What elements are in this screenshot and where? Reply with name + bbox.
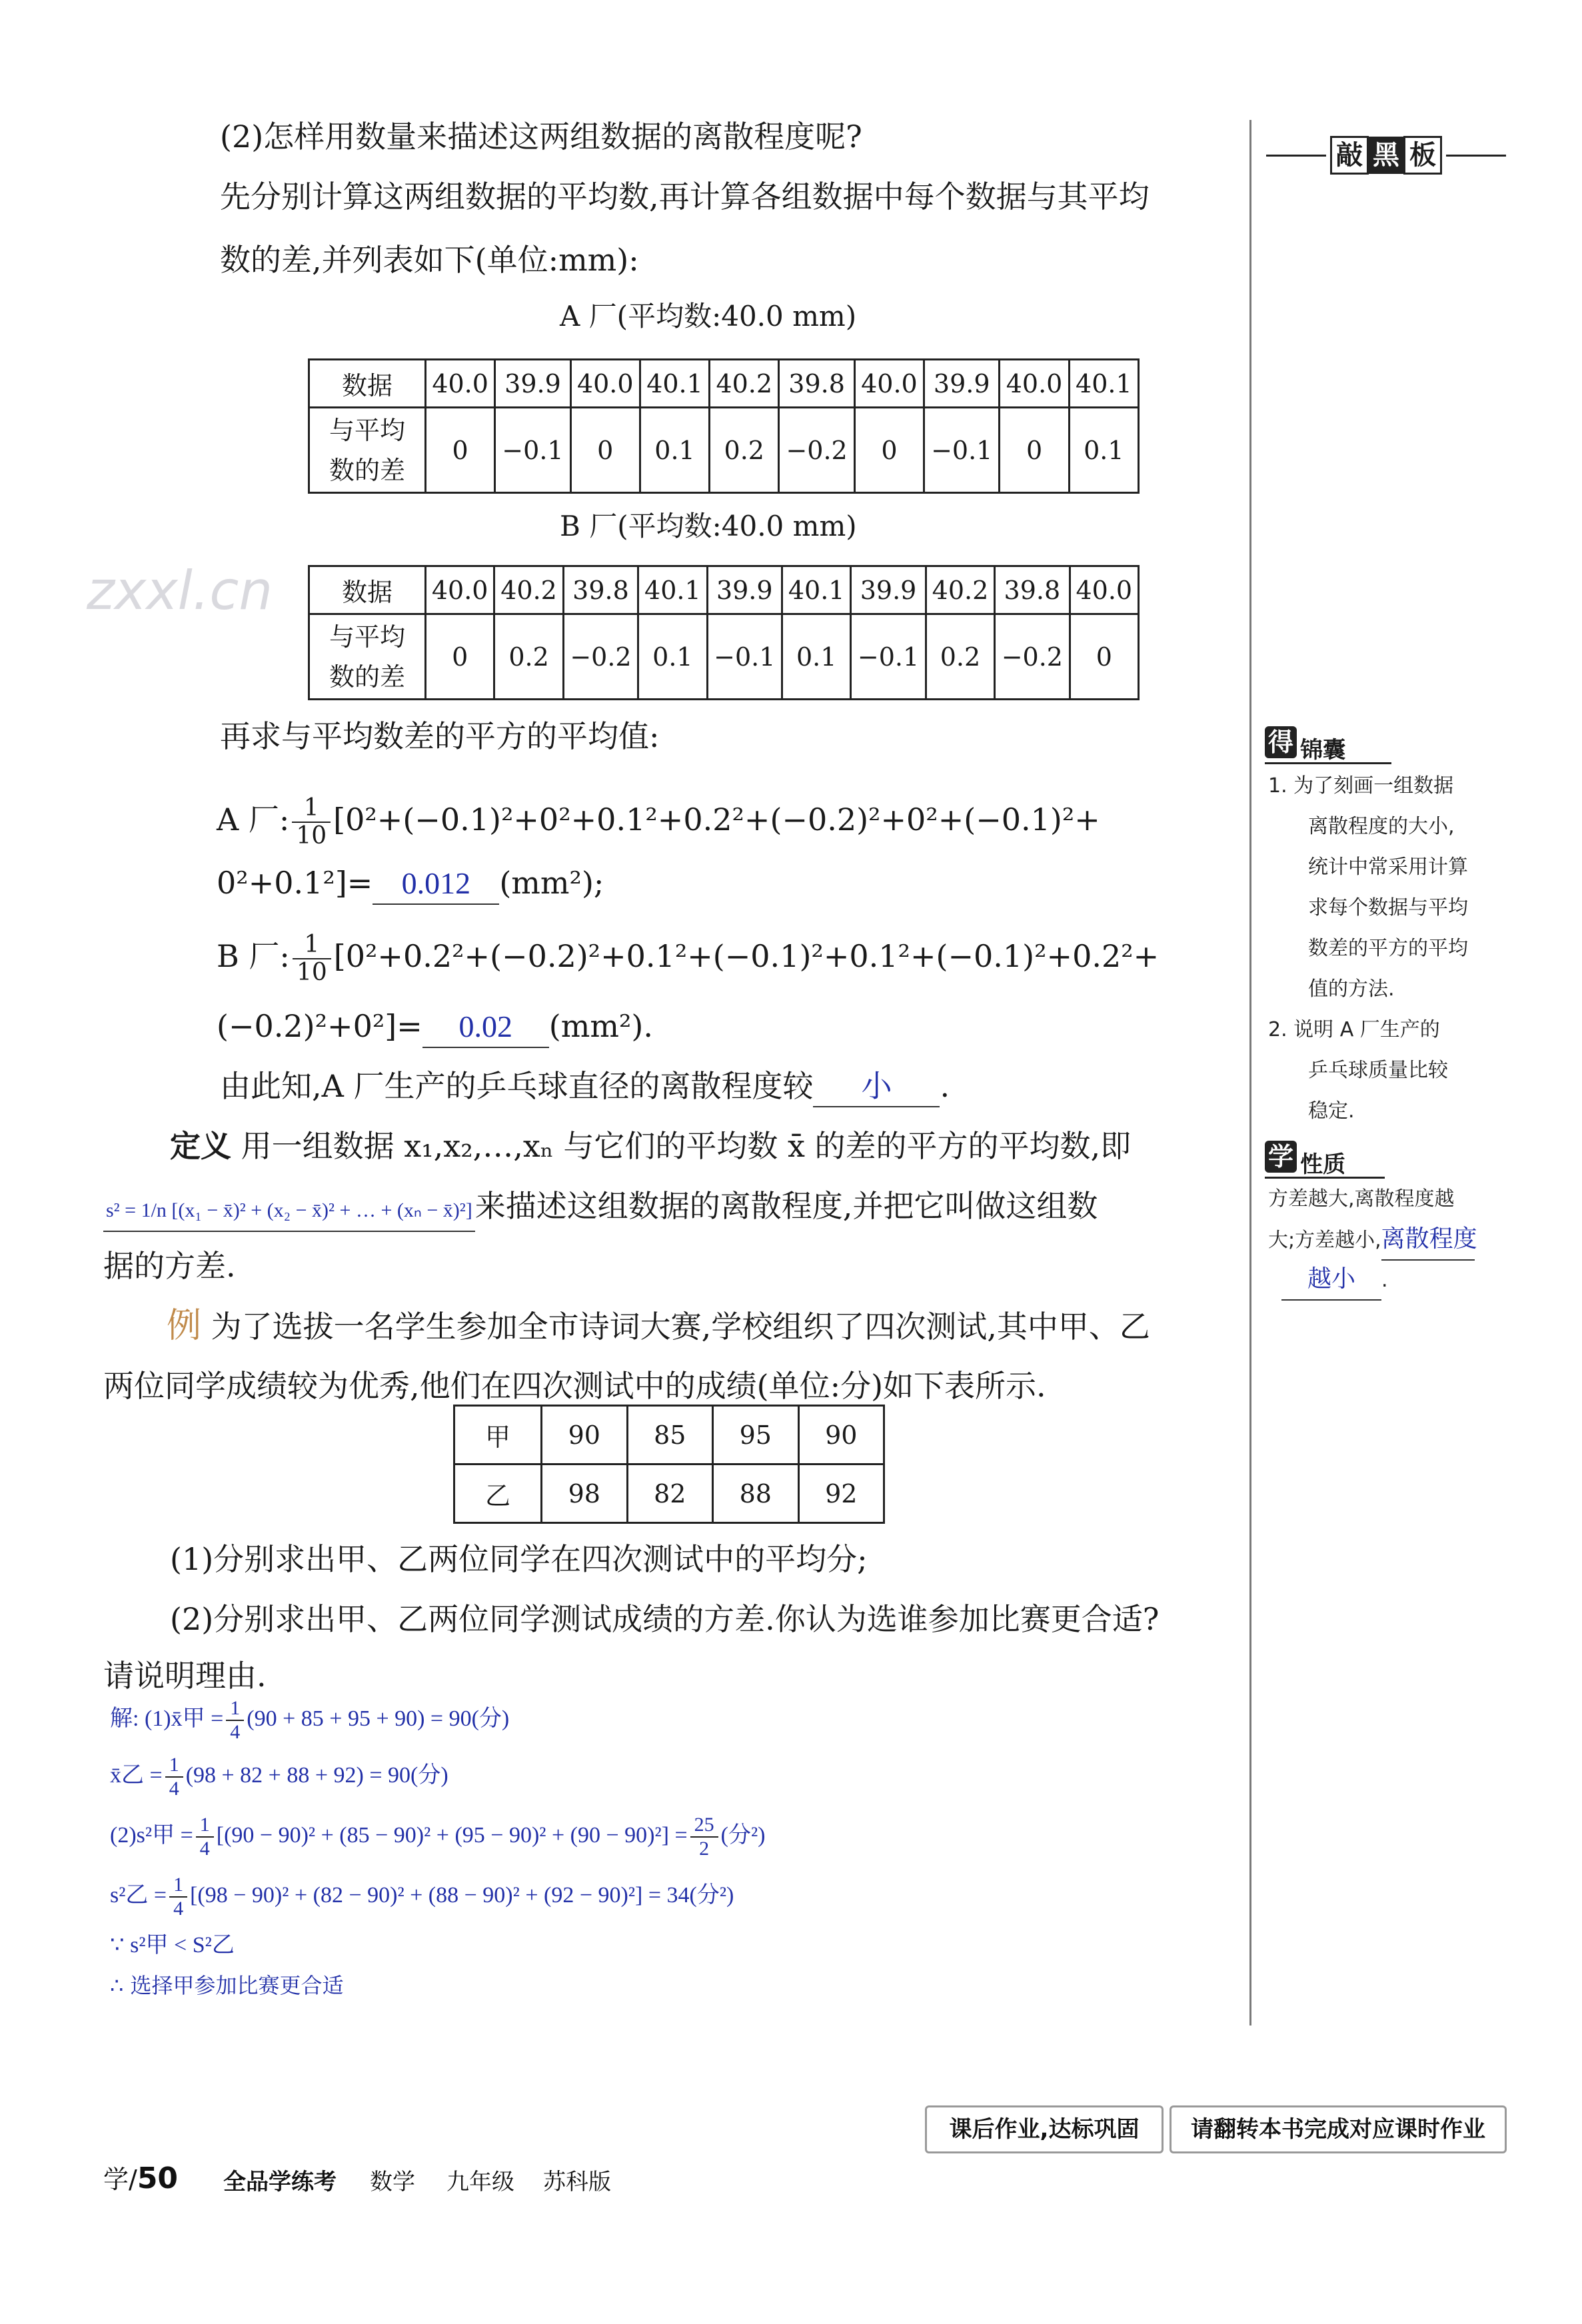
table-cell: 39.9 [495, 360, 570, 408]
margin-divider [1249, 120, 1251, 2026]
property-answer-2: 越小 [1281, 1259, 1381, 1301]
tips-line: 求每个数据与平均 [1308, 896, 1468, 919]
score-cell: 95 [713, 1406, 799, 1464]
book-title: 全品学练考 [223, 2169, 337, 2195]
variance-formula: s² = 1/n [(x₁ − x̄)² + (x₂ − x̄)² + … + (xₙ − x̄)²] [103, 1191, 475, 1232]
table-cell: 40.1 [1069, 360, 1138, 408]
table-cell: 0 [1070, 614, 1138, 700]
grade: 九年级 [446, 2169, 514, 2195]
table-cell: 40.0 [426, 360, 495, 408]
table-cell: 40.1 [782, 566, 850, 614]
tips-line: 乒乓球质量比较 [1308, 1059, 1448, 1082]
tips-line: 离散程度的大小, [1308, 815, 1455, 838]
property-line-3: 越小 . [1268, 1259, 1388, 1301]
score-cell: 92 [798, 1464, 884, 1523]
property-line-1: 方差越大,离散程度越 [1268, 1187, 1455, 1211]
table-cell: 40.0 [426, 566, 494, 614]
property-answer-1: 离散程度 [1381, 1219, 1475, 1261]
table-cell: 40.2 [494, 566, 563, 614]
table-cell: 0 [426, 614, 494, 700]
table-cell: −0.1 [924, 408, 1000, 493]
tips-line: 2. 说明 A 厂生产的 [1268, 1018, 1440, 1041]
definition-line-1: 定义 用一组数据 x₁,x₂,…,xₙ 与它们的平均数 x̄ 的差的平方的平均数,即 [170, 1128, 1132, 1164]
table-b [308, 565, 1140, 700]
table-cell: 0.2 [494, 614, 563, 700]
definition-line-2: s² = 1/n [(x₁ − x̄)² + (x₂ − x̄)² + … + (xₙ − x̄)²]来描述这组数据的离散程度,并把它叫做这组数 [103, 1186, 1098, 1232]
homework-instruction: 请翻转本书完成对应课时作业 [1170, 2105, 1507, 2153]
table-cell: −0.2 [563, 614, 638, 700]
score-cell: 90 [798, 1406, 884, 1464]
student-name: 乙 [454, 1464, 542, 1523]
table-cell: 39.8 [563, 566, 638, 614]
score-row [454, 1406, 884, 1464]
solution-line-1: 解: (1)x̄甲 = $\frac{1}{4}$ (90 + 85 + 95 + 90) = 90(分) [110, 1697, 510, 1744]
table-cell: 39.9 [851, 566, 926, 614]
example-line-2: 两位同学成绩较为优秀,他们在四次测试中的成绩(单位:分)如下表所示. [103, 1368, 1046, 1404]
table-cell: 39.9 [707, 566, 782, 614]
table-cell: 0.1 [782, 614, 850, 700]
table-cell: 0.1 [1069, 408, 1138, 493]
tips-heading: 得 锦囊 [1265, 726, 1391, 764]
table-cell: −0.2 [779, 408, 854, 493]
formula-a-line-2: 0²+0.1²]= 0.012 (mm²); [217, 863, 604, 905]
formula-a-line-1: A 厂: $\frac{1}{10}$ [0²+(−0.1)²+0²+0.1²+0.2²+(−0.2)²+0²+(−0.1)²+ [217, 794, 1100, 850]
table-cell: 40.2 [926, 566, 994, 614]
answer-b-blank: 0.02 [422, 1007, 549, 1048]
solution-line-6: ∴ 选择甲参加比赛更合适 [110, 1973, 344, 1998]
solution-line-4: s²乙 = $\frac{1}{4}$ [(98 − 90)² + (82 − 90)² + (88 − 90)² + (92 − 90)²] = 34(分²) [110, 1874, 734, 1920]
table-cell: −0.1 [851, 614, 926, 700]
table-b-data-label: 数据 [309, 566, 426, 614]
table-cell: 40.1 [640, 360, 709, 408]
tips-line: 1. 为了刻画一组数据 [1268, 774, 1454, 798]
score-row [454, 1464, 884, 1523]
sidebar-header: 敲 黑 板 [1266, 133, 1506, 173]
table-b-diff-label: 与平均 数的差 [309, 614, 426, 700]
conclusion: 由此知,A 厂生产的乒乓球直径的离散程度较 小 . [220, 1066, 950, 1107]
definition-line-3: 据的方差. [103, 1248, 236, 1284]
tips-line: 数差的平方的平均 [1308, 937, 1468, 960]
conclusion-answer: 小 [813, 1066, 940, 1107]
table-a-data-label: 数据 [309, 360, 426, 408]
question-2: (2)怎样用数量来描述这两组数据的离散程度呢? [220, 119, 862, 155]
table-cell: 40.1 [638, 566, 707, 614]
table-cell: 0 [570, 408, 640, 493]
score-cell: 98 [542, 1464, 628, 1523]
score-cell: 90 [542, 1406, 628, 1464]
edition: 苏科版 [543, 2169, 611, 2195]
example-question-1: (1)分别求出甲、乙两位同学在四次测试中的平均分; [170, 1541, 868, 1577]
tips-line: 稳定. [1308, 1099, 1355, 1123]
homework-badge: 课后作业,达标巩固 [925, 2105, 1164, 2153]
formula-b-line-1: B 厂: $\frac{1}{10}$ [0²+0.2²+(−0.2)²+0.1²+(−0.1)²+0.1²+(−0.1)²+0.2²+ [217, 931, 1160, 986]
table-cell: 40.0 [1000, 360, 1069, 408]
table-cell: 40.0 [570, 360, 640, 408]
score-cell: 82 [627, 1464, 713, 1523]
table-cell: 0.1 [638, 614, 707, 700]
tips-line: 统计中常采用计算 [1308, 856, 1468, 879]
property-line-2: 大;方差越小,离散程度 [1268, 1219, 1475, 1261]
definition-label: 定义 [170, 1128, 231, 1164]
table-cell: 0.2 [710, 408, 779, 493]
property-icon: 学 [1265, 1141, 1297, 1173]
table-cell: 0 [1000, 408, 1069, 493]
example-label: 例 [167, 1306, 202, 1346]
watermark: zxxl.cn [87, 560, 273, 622]
formula-b-line-2: (−0.2)²+0²]= 0.02 (mm²). [217, 1006, 653, 1048]
subject: 数学 [370, 2169, 415, 2195]
table-cell: 0 [854, 408, 924, 493]
table-cell: 39.8 [779, 360, 854, 408]
table-cell: 39.9 [924, 360, 1000, 408]
score-cell: 88 [713, 1464, 799, 1523]
page-number: 学/50 [103, 2161, 179, 2195]
score-cell: 85 [627, 1406, 713, 1464]
table-cell: −0.1 [495, 408, 570, 493]
scores-table [453, 1405, 885, 1524]
example-line-1: 例 为了选拔一名学生参加全市诗词大赛,学校组织了四次测试,其中甲、乙 [167, 1306, 1150, 1346]
table-cell: −0.2 [995, 614, 1070, 700]
student-name: 甲 [454, 1406, 542, 1464]
property-heading: 学 性质 [1265, 1141, 1385, 1179]
solution-line-5: ∵ s²甲 < S²乙 [110, 1933, 235, 1958]
tips-icon: 得 [1265, 726, 1297, 758]
table-cell: 40.2 [710, 360, 779, 408]
example-question-2a: (2)分别求出甲、乙两位同学测试成绩的方差.你认为选谁参加比赛更合适? [170, 1601, 1160, 1637]
table-b-caption: B 厂(平均数:40.0 mm) [560, 510, 857, 542]
table-cell: −0.1 [707, 614, 782, 700]
solution-line-2: x̄乙 = $\frac{1}{4}$ (98 + 82 + 88 + 92) = 90(分) [110, 1754, 448, 1800]
table-a-caption: A 厂(平均数:40.0 mm) [560, 300, 857, 332]
solution-line-3: (2)s²甲 = $\frac{1}{4}$ [(90 − 90)² + (85 − 90)² + (95 − 90)² + (90 − 90)²] = $\frac{25}{2}$ (分²) [110, 1814, 766, 1860]
table-cell: 0 [426, 408, 495, 493]
example-question-2b: 请说明理由. [103, 1658, 267, 1694]
table-a [308, 358, 1140, 494]
answer-a-blank: 0.012 [373, 864, 499, 905]
table-cell: 40.0 [854, 360, 924, 408]
table-cell: 40.0 [1070, 566, 1138, 614]
table-cell: 39.8 [995, 566, 1070, 614]
intro-line-2: 数的差,并列表如下(单位:mm): [220, 242, 639, 278]
table-cell: 0.2 [926, 614, 994, 700]
mean-square-intro: 再求与平均数差的平方的平均值: [220, 718, 660, 754]
intro-line-1: 先分别计算这两组数据的平均数,再计算各组数据中每个数据与其平均 [220, 179, 1150, 215]
table-a-diff-label: 与平均 数的差 [309, 408, 426, 493]
tips-line: 值的方法. [1308, 977, 1395, 1001]
table-cell: 0.1 [640, 408, 709, 493]
